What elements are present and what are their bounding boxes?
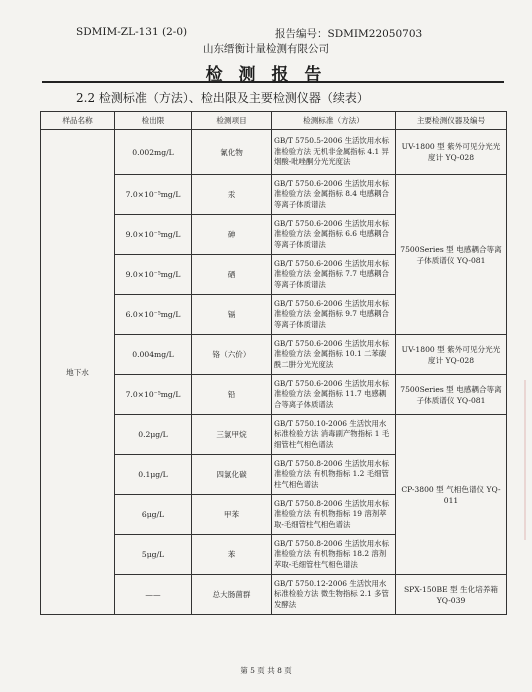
document-code: SDMIM-ZL-131 (2-0): [76, 26, 188, 38]
standard-cell: GB/T 5750.6-2006 生活饮用水标准检验方法 金属指标 6.6 电感耦合等离子体质谱法: [272, 215, 396, 255]
report-title: 检 测 报 告: [205, 65, 327, 85]
standard-cell: GB/T 5750.5-2006 生活饮用水标准检验方法 无机非金属指标 4.1 异烟酸-吡唑酮分光光度法: [272, 130, 396, 175]
limit-cell: 7.0×10⁻⁵mg/L: [115, 375, 192, 415]
col-test-item: 检测项目: [192, 112, 272, 130]
company-name: 山东缙衡计量检测有限公司: [203, 43, 329, 55]
limit-cell: 6.0×10⁻⁵mg/L: [115, 295, 192, 335]
limit-cell: ——: [115, 575, 192, 615]
item-cell: 铬（六价）: [192, 335, 272, 375]
item-cell: 汞: [192, 175, 272, 215]
col-detection-limit: 检出限: [115, 112, 192, 130]
standard-cell: GB/T 5750.6-2006 生活饮用水标准检验方法 金属指标 8.4 电感耦合等离子体质谱法: [272, 175, 396, 215]
instrument-cell: UV-1800 型 紫外可见分光光度计 YQ-028: [396, 130, 507, 175]
standard-cell: GB/T 5750.8-2006 生活饮用水标准检验方法 有机物指标 1.2 毛细管柱气相色谱法: [272, 455, 396, 495]
instrument-cell: UV-1800 型 紫外可见分光光度计 YQ-028: [396, 335, 507, 375]
standard-cell: GB/T 5750.12-2006 生活饮用水标准检验方法 微生物指标 2.1 多管发酵法: [272, 575, 396, 615]
col-instrument: 主要检测仪器及编号: [396, 112, 507, 130]
item-cell: 三氯甲烷: [192, 415, 272, 455]
item-cell: 总大肠菌群: [192, 575, 272, 615]
instrument-cell: 7500Series 型 电感耦合等离子体质谱仪 YQ-081: [396, 375, 507, 415]
item-cell: 硒: [192, 255, 272, 295]
item-cell: 苯: [192, 535, 272, 575]
instrument-cell: 7500Series 型 电感耦合等离子体质谱仪 YQ-081: [396, 175, 507, 335]
limit-cell: 6μg/L: [115, 495, 192, 535]
item-cell: 砷: [192, 215, 272, 255]
limit-cell: 0.004mg/L: [115, 335, 192, 375]
instrument-cell: SPX-150BE 型 生化培养箱 YQ-039: [396, 575, 507, 615]
item-cell: 铅: [192, 375, 272, 415]
limit-cell: 9.0×10⁻⁵mg/L: [115, 255, 192, 295]
page-number: 第 5 页 共 8 页: [240, 666, 292, 675]
standard-cell: GB/T 5750.6-2006 生活饮用水标准检验方法 金属指标 11.7 电感耦合等离子体质谱法: [272, 375, 396, 415]
detection-table: [40, 111, 507, 615]
limit-cell: 0.2μg/L: [115, 415, 192, 455]
col-sample-name: 样品名称: [41, 112, 115, 130]
standard-cell: GB/T 5750.6-2006 生活饮用水标准检验方法 金属指标 10.1 二苯碳酰二肼分光光度法: [272, 335, 396, 375]
standard-cell: GB/T 5750.6-2006 生活饮用水标准检验方法 金属指标 7.7 电感耦合等离子体质谱法: [272, 255, 396, 295]
table-row: [41, 130, 507, 175]
item-cell: 四氯化碳: [192, 455, 272, 495]
instrument-cell: CP-3800 型 气相色谱仪 YQ-011: [396, 415, 507, 575]
seal-stamp-edge: [512, 380, 526, 540]
sample-name-cell: 地下水: [41, 130, 115, 615]
standard-cell: GB/T 5750.6-2006 生活饮用水标准检验方法 金属指标 9.7 电感耦合等离子体质谱法: [272, 295, 396, 335]
report-number: 报告编号：SDMIM22050703: [275, 28, 423, 40]
limit-cell: 7.0×10⁻⁵mg/L: [115, 175, 192, 215]
item-cell: 甲苯: [192, 495, 272, 535]
limit-cell: 9.0×10⁻⁵mg/L: [115, 215, 192, 255]
standard-cell: GB/T 5750.8-2006 生活饮用水标准检验方法 有机物指标 18.2 溶剂萃取-毛细管柱气相色谱法: [272, 535, 396, 575]
item-cell: 镉: [192, 295, 272, 335]
standard-cell: GB/T 5750.10-2006 生活饮用水标准检验方法 消毒副产物指标 1 毛细管柱气相色谱法: [272, 415, 396, 455]
limit-cell: 0.002mg/L: [115, 130, 192, 175]
limit-cell: 0.1μg/L: [115, 455, 192, 495]
table-header-row: [41, 112, 507, 130]
standard-cell: GB/T 5750.8-2006 生活饮用水标准检验方法 有机物指标 19 溶剂萃取-毛细管柱气相色谱法: [272, 495, 396, 535]
col-standard: 检测标准（方法）: [272, 112, 396, 130]
limit-cell: 5μg/L: [115, 535, 192, 575]
section-title: 2.2 检测标准（方法）、检出限及主要检测仪器（续表）: [76, 91, 369, 105]
item-cell: 氰化物: [192, 130, 272, 175]
